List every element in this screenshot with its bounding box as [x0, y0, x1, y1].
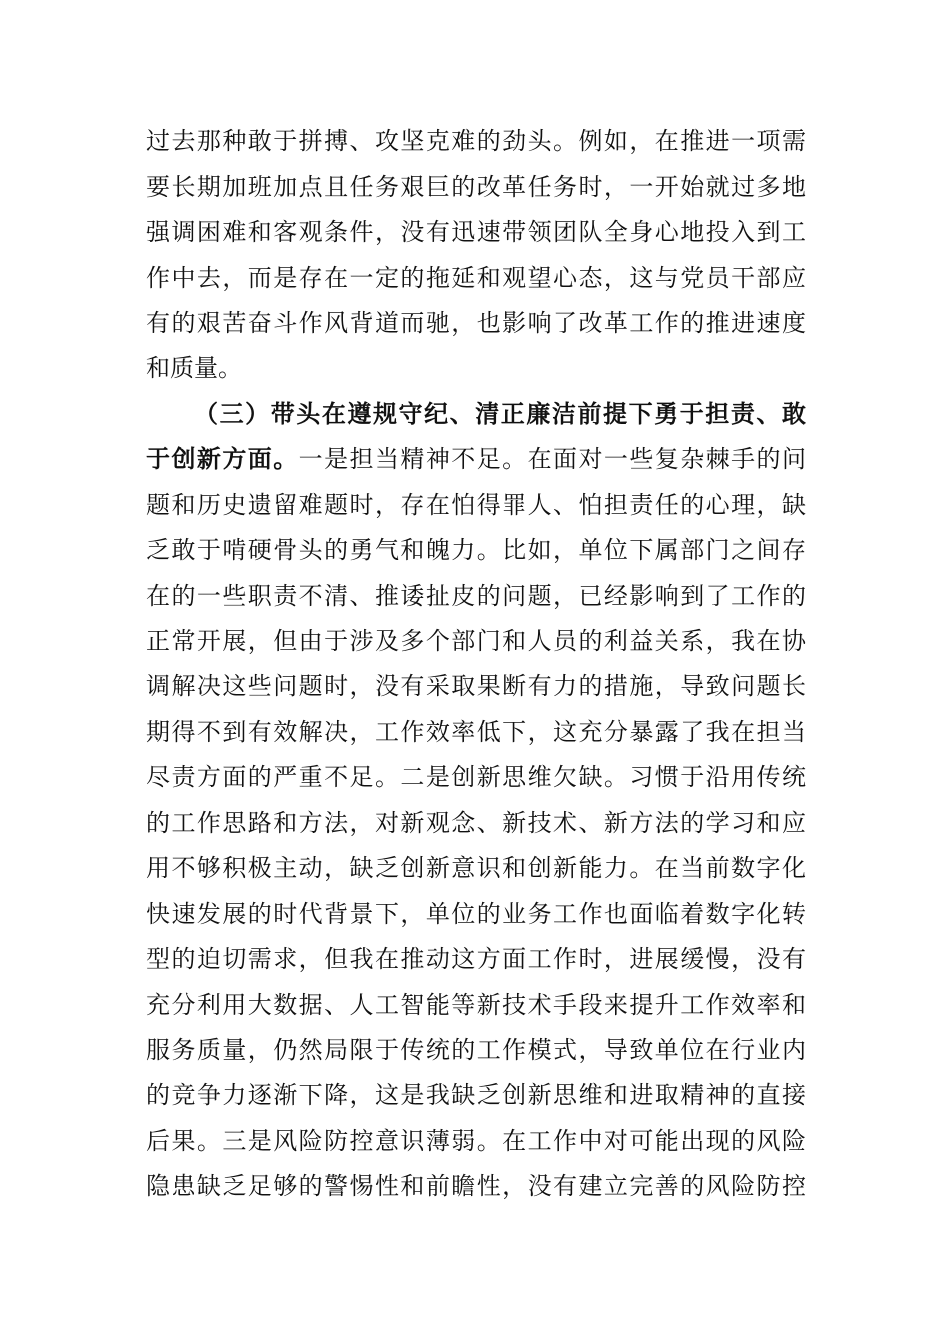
paragraph-line: 的竞争力逐渐下降，这是我缺乏创新思维和进取精神的直接: [146, 1081, 806, 1109]
section-heading-continued: [146, 439, 806, 479]
section-heading: （三）带头在遵规守纪、清正廉洁前提下勇于担责、敢: [194, 399, 806, 428]
paragraph-line: 乏敢于啃硬骨头的勇气和魄力。比如，单位下属部门之间存: [146, 536, 806, 564]
section-heading-bold: 于创新方面。: [146, 444, 299, 473]
paragraph-line: 隐患缺乏足够的警惕性和前瞻性，没有建立完善的风险防控: [146, 1172, 806, 1200]
paragraph-line: 在的一些职责不清、推诿扯皮的问题，已经影响到了工作的: [146, 582, 806, 610]
paragraph-line: 过去那种敢于拼搏、攻坚克难的劲头。例如，在推进一项需: [146, 127, 806, 155]
paragraph-line: 强调困难和客观条件，没有迅速带领团队全身心地投入到工: [146, 218, 806, 246]
paragraph-line: 用不够积极主动，缺乏创新意识和创新能力。在当前数字化: [146, 854, 806, 882]
paragraph-line: 服务质量，仍然局限于传统的工作模式，导致单位在行业内: [146, 1036, 806, 1064]
paragraph-line: 的工作思路和方法，对新观念、新技术、新方法的学习和应: [146, 809, 806, 837]
paragraph-line: 有的艰苦奋斗作风背道而驰，也影响了改革工作的推进速度: [146, 309, 806, 337]
paragraph-line: 尽责方面的严重不足。二是创新思维欠缺。习惯于沿用传统: [146, 763, 806, 791]
paragraph-line: 快速发展的时代背景下，单位的业务工作也面临着数字化转: [146, 900, 806, 928]
paragraph-line: 型的迫切需求，但我在推动这方面工作时，进展缓慢，没有: [146, 945, 806, 973]
paragraph-line: 正常开展，但由于涉及多个部门和人员的利益关系，我在协: [146, 627, 806, 655]
paragraph-line: 和质量。: [146, 354, 242, 382]
paragraph-line: 期得不到有效解决，工作效率低下，这充分暴露了我在担当: [146, 718, 806, 746]
paragraph-line: 要长期加班加点且任务艰巨的改革任务时，一开始就过多地: [146, 173, 806, 201]
paragraph-line: 调解决这些问题时，没有采取果断有力的措施，导致问题长: [146, 672, 806, 700]
paragraph-line: 作中去，而是存在一定的拖延和观望心态，这与党员干部应: [146, 264, 806, 292]
section-heading-rest: 一是担当精神不足。在面对一些复杂棘手的问: [298, 445, 806, 473]
paragraph-line: 题和历史遗留难题时，存在怕得罪人、怕担责任的心理，缺: [146, 491, 806, 519]
paragraph-line: 充分利用大数据、人工智能等新技术手段来提升工作效率和: [146, 991, 806, 1019]
paragraph-line: 后果。三是风险防控意识薄弱。在工作中对可能出现的风险: [146, 1127, 806, 1155]
